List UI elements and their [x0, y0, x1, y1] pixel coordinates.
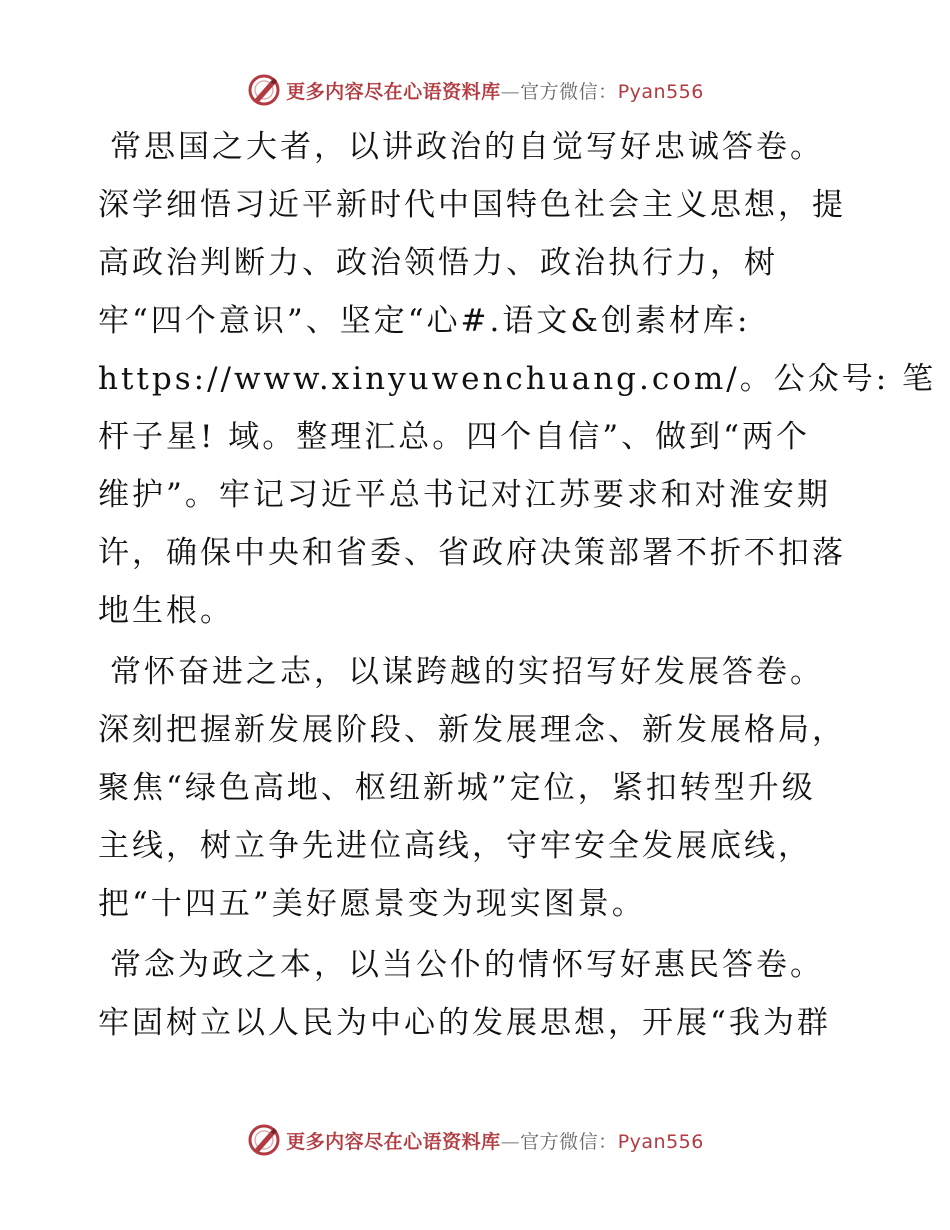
text-line: 牢固树立以人民为中心的发展思想，开展“我为群	[98, 1005, 831, 1041]
paragraph-2	[98, 643, 858, 933]
paragraph-1	[98, 118, 937, 640]
header-label: 官方微信：	[520, 80, 618, 103]
text-line: 聚焦“绿色高地、枢纽新城”定位，紧扣转型升级	[98, 770, 816, 806]
text-line: 常思国之大者，以讲政治的自觉写好忠诚答卷。	[110, 129, 824, 165]
text-line: 地生根。	[98, 593, 234, 629]
header-text	[286, 77, 704, 104]
text-line: 杆子星! 域。整理汇总。四个自信”、做到“两个	[98, 419, 811, 455]
text-line: 深刻把握新发展阶段、新发展理念、新发展格局，	[98, 712, 846, 748]
footer-banner	[0, 1120, 950, 1160]
text-line: 深学细悟习近平新时代中国特色社会主义思想，提	[98, 187, 846, 223]
header-handle: Pyan556	[617, 80, 704, 103]
footer-separator: —	[500, 1130, 521, 1153]
text-line: 牢“四个意识”、坚定“心#.语文&创素材库:	[98, 303, 751, 339]
text-line: 把“十四五”美好愿景变为现实图景。	[98, 886, 646, 922]
header-separator: —	[500, 80, 521, 103]
pen-logo-icon	[246, 72, 282, 108]
text-line: 许，确保中央和省委、省政府决策部署不折不扣落	[98, 535, 846, 571]
footer-handle: Pyan556	[617, 1130, 704, 1153]
text-line: 高政治判断力、政治领悟力、政治执行力，树	[98, 245, 778, 281]
text-line: https://www.xinyuwenchuang.com/。公众号: 笔	[98, 361, 937, 397]
footer-label: 官方微信：	[520, 1130, 618, 1153]
header-brand: 更多内容尽在心语资料库	[286, 80, 501, 103]
footer-text	[286, 1127, 704, 1154]
header-banner	[0, 70, 950, 110]
text-line: 常怀奋进之志，以谋跨越的实招写好发展答卷。	[110, 654, 824, 690]
paragraph-3	[98, 936, 858, 1052]
footer-brand: 更多内容尽在心语资料库	[286, 1130, 501, 1153]
pen-logo-icon	[246, 1122, 282, 1158]
text-line: 维护”。牢记习近平总书记对江苏要求和对淮安期	[98, 477, 831, 513]
document-body	[98, 118, 937, 1055]
text-line: 主线，树立争先进位高线，守牢安全发展底线，	[98, 828, 812, 864]
text-line: 常念为政之本，以当公仆的情怀写好惠民答卷。	[110, 947, 824, 983]
